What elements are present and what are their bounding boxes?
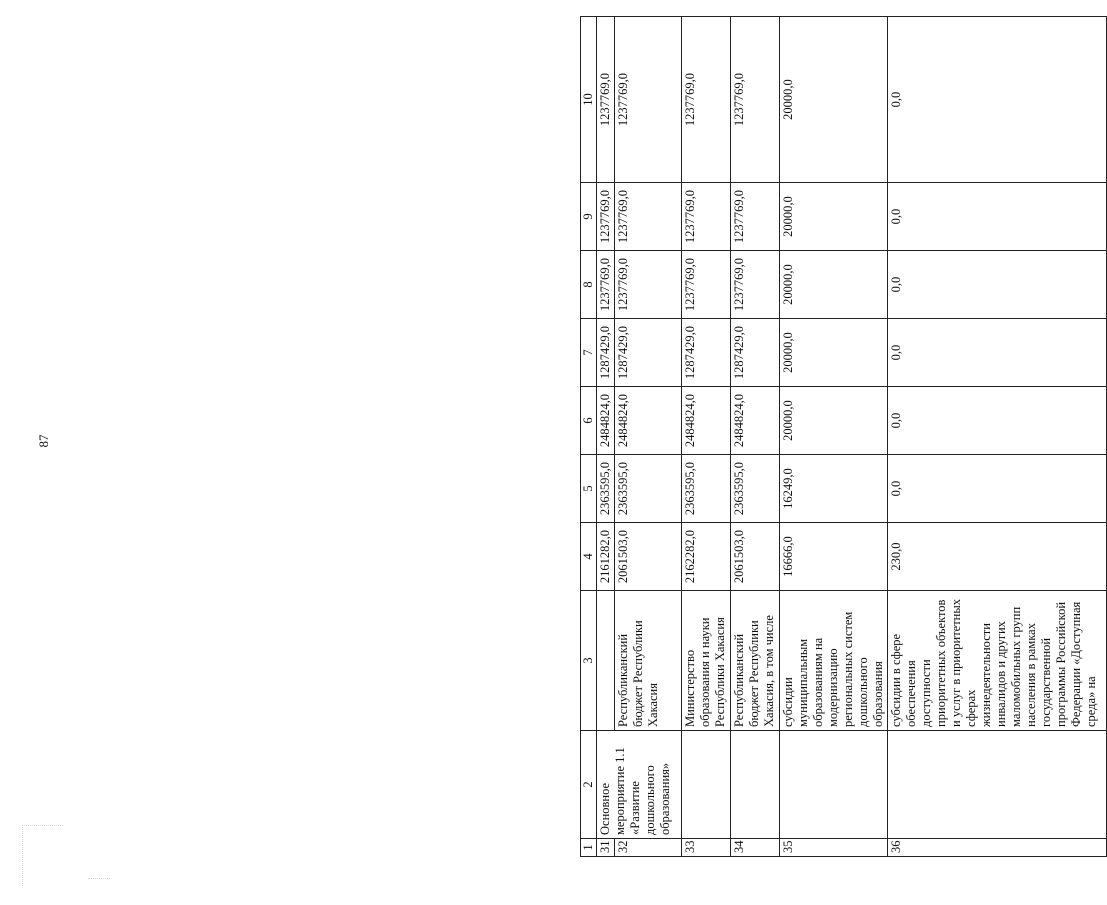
row-number: 31 <box>597 839 615 857</box>
value-cell: 1237769,0 <box>597 17 615 183</box>
table-row <box>780 17 888 857</box>
value-cell: 1237769,0 <box>615 17 682 183</box>
row-number: 32 <box>615 839 682 857</box>
value-cell: 2162282,0 <box>682 523 731 591</box>
table-row <box>888 17 1107 857</box>
header-cell: 1 <box>581 839 597 857</box>
value-cell: 0,0 <box>888 387 1107 455</box>
rotated-table-wrapper <box>580 17 1100 857</box>
value-cell: 16249,0 <box>780 455 888 523</box>
value-cell: 2484824,0 <box>615 387 682 455</box>
value-cell: 1237769,0 <box>731 17 780 183</box>
value-cell: 2363595,0 <box>731 455 780 523</box>
header-cell: 5 <box>581 455 597 523</box>
page-number: 87 <box>36 434 51 448</box>
value-cell: 2363595,0 <box>597 455 615 523</box>
table-header-row <box>581 17 597 857</box>
value-cell: 2061503,0 <box>615 523 682 591</box>
header-cell: 9 <box>581 183 597 251</box>
header-cell: 7 <box>581 319 597 387</box>
value-cell: 0,0 <box>888 251 1107 319</box>
row-number: 33 <box>682 839 731 857</box>
value-cell: 230,0 <box>888 523 1107 591</box>
header-cell: 8 <box>581 251 597 319</box>
value-cell: 2484824,0 <box>682 387 731 455</box>
value-cell: 0,0 <box>888 455 1107 523</box>
value-cell: 20000,0 <box>780 17 888 183</box>
value-cell: 1237769,0 <box>615 183 682 251</box>
value-cell: 20000,0 <box>780 183 888 251</box>
value-cell: 1237769,0 <box>597 251 615 319</box>
row-number: 36 <box>888 839 1107 857</box>
value-cell: 1287429,0 <box>597 319 615 387</box>
row-number: 35 <box>780 839 888 857</box>
table-row <box>597 17 615 857</box>
value-cell: 1237769,0 <box>731 251 780 319</box>
value-cell: 1237769,0 <box>597 183 615 251</box>
header-cell: 10 <box>581 17 597 183</box>
funding-source: субсидии в сфере обеспечения доступности приоритетных объектов и услуг в приоритетных сферах жизнедеятельности инвалидов и других маломобильных групп населения в рамках государственной программы Российской Федерации «Доступная среда» на <box>888 591 1107 731</box>
measure-name <box>888 731 1107 839</box>
funding-source <box>597 591 615 731</box>
scan-artifact <box>22 825 63 886</box>
value-cell: 1237769,0 <box>682 17 731 183</box>
row-number: 34 <box>731 839 780 857</box>
value-cell: 1237769,0 <box>615 251 682 319</box>
value-cell: 1237769,0 <box>731 183 780 251</box>
measure-name: Основное мероприятие 1.1 «Развитие дошкольного образования» <box>597 731 682 839</box>
value-cell: 0,0 <box>888 17 1107 183</box>
value-cell: 20000,0 <box>780 319 888 387</box>
value-cell: 1287429,0 <box>615 319 682 387</box>
value-cell: 1287429,0 <box>682 319 731 387</box>
value-cell: 2161282,0 <box>597 523 615 591</box>
table-row <box>682 17 731 857</box>
funding-source: субсидии муниципальным образованиям на модернизацию региональных систем дошкольного образования <box>780 591 888 731</box>
value-cell: 20000,0 <box>780 251 888 319</box>
value-cell: 1287429,0 <box>731 319 780 387</box>
header-cell: 2 <box>581 731 597 839</box>
funding-source: Республиканский бюджет Республики Хакасия <box>615 591 682 731</box>
value-cell: 20000,0 <box>780 387 888 455</box>
value-cell: 1237769,0 <box>682 251 731 319</box>
value-cell: 0,0 <box>888 319 1107 387</box>
header-cell: 3 <box>581 591 597 731</box>
value-cell: 2061503,0 <box>731 523 780 591</box>
value-cell: 2484824,0 <box>597 387 615 455</box>
funding-source: Министерство образования и науки Республики Хакасия <box>682 591 731 731</box>
header-cell: 6 <box>581 387 597 455</box>
measure-name <box>682 731 731 839</box>
measure-name <box>731 731 780 839</box>
value-cell: 1237769,0 <box>682 183 731 251</box>
funding-source: Республиканский бюджет Республики Хакасия, в том числе <box>731 591 780 731</box>
value-cell: 2363595,0 <box>615 455 682 523</box>
value-cell: 2484824,0 <box>731 387 780 455</box>
budget-table <box>580 16 1107 857</box>
header-cell: 4 <box>581 523 597 591</box>
value-cell: 2363595,0 <box>682 455 731 523</box>
table-row <box>731 17 780 857</box>
measure-name <box>780 731 888 839</box>
value-cell: 16666,0 <box>780 523 888 591</box>
value-cell: 0,0 <box>888 183 1107 251</box>
scan-artifact <box>88 878 110 879</box>
